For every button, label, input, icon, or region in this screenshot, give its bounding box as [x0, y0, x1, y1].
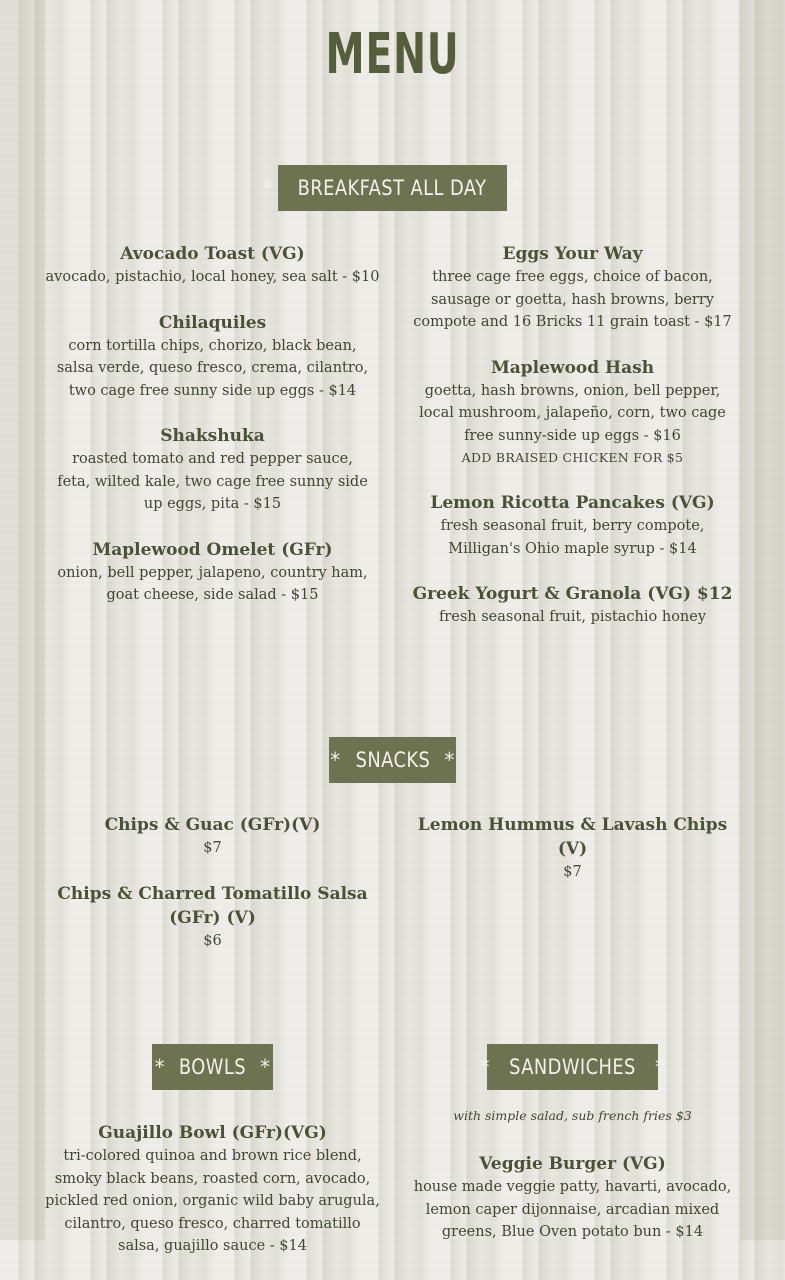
item-description: roasted tomato and red pepper sauce, feta, wilted kale, two cage free sunny side up eggs, pita - $15: [57, 451, 368, 512]
menu-item: [405, 491, 740, 560]
star-icon: *: [511, 176, 523, 200]
menu-item: [45, 424, 380, 516]
item-name: Veggie Burger (VG): [479, 1154, 666, 1174]
item-name: Maplewood Omelet (GFr): [92, 539, 333, 560]
item-name: Chips & Guac (GFr)(V): [104, 815, 321, 835]
menu-item: [45, 882, 380, 953]
menu-item: [45, 813, 380, 860]
item-name: Lemon Ricotta Pancakes (VG): [430, 493, 715, 513]
item-name: Eggs Your Way: [502, 244, 643, 264]
menu-item: [405, 813, 740, 884]
sandwiches-column: [405, 1106, 740, 1266]
item-description: goetta, hash browns, onion, bell pepper, local mushroom, jalapeño, corn, two cage free sunny-side up eggs - $16: [419, 382, 726, 444]
sandwiches-banner: [479, 1044, 666, 1090]
menu-item: [405, 1152, 740, 1244]
snacks-right-column: [405, 813, 740, 906]
item-price: $7: [203, 840, 222, 856]
item-description: tri-colored quinoa and brown rice blend, smoky black beans, roasted corn, avocado, pickled red onion, organic wild baby arugula, cilantro, queso fresco, charred tomatillo salsa, guajillo sauce - $14: [45, 1148, 380, 1254]
star-icon: *: [479, 1055, 491, 1079]
item-description: onion, bell pepper, jalapeno, country ham, goat cheese, side salad - $15: [57, 564, 368, 603]
item-name: Guajillo Bowl (GFr)(VG): [98, 1123, 327, 1143]
breakfast-right-column: [405, 242, 740, 651]
star-icon: *: [655, 1055, 666, 1079]
bowls-banner: [152, 1044, 273, 1090]
bowls-heading: BOWLS: [178, 1055, 247, 1079]
item-description: house made veggie patty, havarti, avocado, lemon caper dijonnaise, arcadian mixed greens, Blue Oven potato bun - $14: [413, 1179, 732, 1240]
star-icon: *: [330, 748, 341, 772]
menu-item: [405, 582, 740, 629]
item-description: three cage free eggs, choice of bacon, sausage or goetta, hash browns, berry compote and 16 Bricks 11 grain toast - $17: [413, 269, 732, 330]
item-description: corn tortilla chips, chorizo, black bean, salsa verde, queso fresco, crema, cilantro, two cage free sunny side up eggs - $14: [56, 337, 369, 399]
menu-item: [45, 311, 380, 403]
sandwiches-heading: SANDWICHES: [509, 1055, 636, 1079]
snacks-banner: [329, 737, 456, 783]
item-description: fresh seasonal fruit, berry compote, Milligan's Ohio maple syrup - $14: [440, 518, 705, 557]
item-price: $6: [203, 932, 222, 949]
breakfast-left-column: [45, 242, 380, 629]
item-name: Shakshuka: [160, 426, 265, 446]
menu-item: [405, 356, 740, 470]
menu-item: [45, 1121, 380, 1258]
wood-edge-right: [740, 0, 785, 1240]
item-description: avocado, pistachio, local honey, sea salt - $10: [45, 269, 380, 285]
item-name: Chilaquiles: [158, 312, 267, 333]
star-icon: *: [259, 1055, 271, 1079]
breakfast-banner: [262, 165, 523, 211]
star-icon: *: [154, 1055, 166, 1079]
breakfast-heading: BREAKFAST ALL DAY: [298, 176, 487, 200]
item-addon: ADD BRAISED CHICKEN FOR $5: [461, 450, 684, 465]
star-icon: *: [262, 176, 274, 200]
menu-title: MENU: [325, 22, 460, 87]
item-description: fresh seasonal fruit, pistachio honey: [438, 609, 707, 625]
star-icon: *: [444, 748, 455, 772]
snacks-heading: SNACKS: [355, 748, 430, 772]
item-name: Avocado Toast (VG): [120, 244, 305, 264]
item-price: $7: [563, 864, 582, 880]
menu-item: [405, 242, 740, 334]
menu-item: [45, 242, 380, 289]
snacks-left-column: [45, 813, 380, 974]
item-name: Lemon Hummus & Lavash Chips (V): [417, 815, 728, 859]
sandwich-note: with simple salad, sub french fries $3: [453, 1108, 692, 1123]
item-name: Greek Yogurt & Granola (VG) $12: [412, 584, 733, 604]
wood-edge-left: [0, 0, 45, 1240]
menu-item: [45, 538, 380, 607]
item-name: Chips & Charred Tomatillo Salsa (GFr) (V): [57, 883, 368, 928]
bowls-column: [45, 1121, 380, 1280]
item-name: Maplewood Hash: [490, 357, 655, 378]
